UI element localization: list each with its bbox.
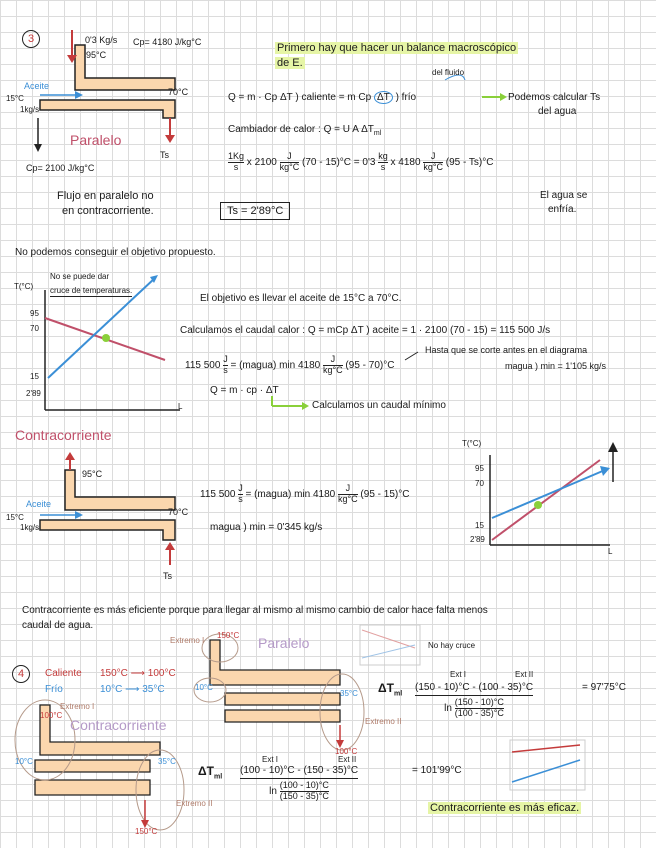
s4-par-150: 150°C [217,631,240,640]
agua-enfria-2: enfría. [548,204,577,215]
s4-con-100: 100°C [40,711,63,720]
contra-eq: 115 500 $\frac{J}{s}$ = (magua) min 4180 $\frac{J}{kg^\circ C}$ (95 - 15)°C [200,483,410,504]
contra-oil-out: 70°C [168,507,189,517]
s4-paralelo-title: Paralelo [258,635,310,651]
hot-temp-in: 95°C [86,50,107,60]
contra-hot-temp: 95°C [82,469,103,479]
conclusion-line-1: Contracorriente es más eficiente porque para llegar al mismo al mismo cambio de calor hace falta menos [22,605,488,616]
s4-par-100: 100°C [335,747,358,756]
extremo-2-con: Extremo II [176,799,213,808]
ext-ii-par: Ext II [515,670,534,679]
graph-note-2: cruce de temperaturas. [50,286,133,295]
ext-i-con: Ext I [262,755,279,764]
axis-t: T(°C) [14,282,34,291]
contra-oil-flow: 1kg/s [20,523,40,532]
tick-289: 2'89 [26,389,41,398]
note-line-1: Flujo en paralelo no [57,190,154,202]
hot-flow: 0'3 Kg/s [85,35,118,45]
contra-title: Contracorriente [15,427,112,443]
s4-contra-title: Contracorriente [70,717,167,733]
eq4: Q = m · cp · ΔT [210,385,279,396]
calc-ts-2: del agua [538,106,577,117]
contra-oil-label: Aceite [26,499,52,509]
contra-tick-95: 95 [475,464,484,473]
s4-con-150: 150°C [135,827,158,836]
dtml-par-result: = 97'75°C [582,682,626,693]
minimo-text: Calculamos un caudal mínimo [312,400,446,411]
oil-temp-out: 70°C [168,87,189,97]
ext-ii-con: Ext II [338,755,357,764]
no-podemos-text: No podemos conseguir el objetivo propuesto. [15,247,216,258]
frio-values: 10°C ⟶ 35°C [100,684,165,695]
contra-axis-t: T(°C) [462,439,482,448]
s4-con-35: 35°C [158,757,176,766]
oil-temp-in: 15°C [6,94,24,103]
del-fluido-note: del fluido [432,68,465,77]
oil-label: Aceite [24,81,50,91]
contra-axis-l: L [608,547,613,556]
balance-line-2: de E. [277,57,303,69]
equation-q: Q = m · Cp ΔT ) caliente = m Cp ΔT ) frío [228,92,417,103]
contra-result: magua ) min = 0'345 kg/s [210,522,323,533]
s4-paralelo-diagram [194,631,364,750]
energy-balance-equation: $\frac{1Kg}{s}$ x 2100 $\frac{J}{kg^\circ C}$ (70 - 15)°C = 0'3 $\frac{kg}{s}$ x 4180 $\frac{J}{kg^\circ C}$ (95 - Ts)°C [228,151,494,172]
ts-result-box: Ts = 2'89°C [220,202,290,220]
note-line-2: en contracorriente. [62,205,154,217]
caudal-calor-text: Calculamos el caudal calor : Q = mCp ΔT ) aceite = 1 · 2100 (70 - 15) = 115 500 J/s [180,325,551,336]
cambiador-equation: Cambiador de calor : Q = U A $\Delta T_{ml}$ [228,124,382,137]
contra-ts: Ts [163,571,172,581]
eq3: 115 500 $\frac{J}{s}$ = (magua) min 4180 $\frac{J}{kg^\circ C}$ (95 - 70)°C [185,354,395,375]
no-cruce-note: No hay cruce [428,641,476,650]
contra-tick-15: 15 [475,521,484,530]
graph-note-1: No se puede dar [50,272,110,281]
eficaz-conclusion: Contracorriente es más eficaz. [430,802,580,814]
contra-exchanger-diagram [40,452,175,565]
ts-label: Ts [160,150,169,160]
tick-95: 95 [30,309,39,318]
section-4-number: 4 [12,665,30,683]
s4-par-10: 10°C [195,683,213,692]
calc-ts-1: Podemos calcular Ts [508,92,601,103]
dtml-par-fraction: (150 - 10)°C - (100 - 35)°C ln $\frac{(150 - 10)^\circ C}{(100 - 35)^\circ C}$ [415,682,534,718]
tick-15: 15 [30,372,39,381]
conclusion-line-2: caudal de agua. [22,620,94,631]
circled-dt: ΔT [374,91,393,104]
axis-l: L [178,402,183,411]
contra-tick-289: 2'89 [470,535,485,544]
agua-enfria-1: El agua se [540,190,588,201]
extremo-1-con: Extremo I [60,702,95,711]
ext-i-par: Ext I [450,670,467,679]
contra-temperature-graph [490,442,618,545]
extremo-2-par: Extremo II [365,717,402,726]
s4-con-10: 10°C [15,757,33,766]
dtml-con-fraction: (100 - 10)°C - (150 - 35)°C ln $\frac{(100 - 10)^\circ C}{(150 - 35)^\circ C}$ [240,765,359,801]
hasta-1: Hasta que se corte antes en el diagrama [425,345,588,355]
dtml-con-label: $\Delta T_{ml}$ [198,764,223,781]
cp-hot: Cp= 4180 J/kg°C [133,37,202,47]
oil-flow: 1kg/s [20,105,40,114]
cross-point [102,334,110,342]
s4-par-35: 35°C [340,689,358,698]
paralelo-title: Paralelo [70,132,122,148]
balance-line-1: Primero hay que hacer un balance macroscópico [277,42,517,54]
tick-70: 70 [30,324,39,333]
hasta-2: magua ) min = 1'105 kg/s [505,361,607,371]
section-3-number: 3 [22,30,40,48]
extremo-1-par: Extremo I [170,636,205,645]
s4-mini-graph-top [360,625,420,665]
caliente-label: Caliente [45,668,82,679]
objetivo-text: El objetivo es llevar el aceite de 15°C a 70°C. [200,293,402,304]
contra-oil-temp: 15°C [6,513,24,522]
caliente-values: 150°C ⟶ 100°C [100,668,176,679]
s4-mini-graph-bottom [510,740,585,790]
contra-tick-70: 70 [475,479,484,488]
dtml-par-label: $\Delta T_{ml}$ [378,681,403,698]
cp-oil: Cp= 2100 J/kg°C [26,163,95,173]
frio-label: Frío [45,684,63,695]
dtml-con-result: = 101'99°C [412,765,462,776]
